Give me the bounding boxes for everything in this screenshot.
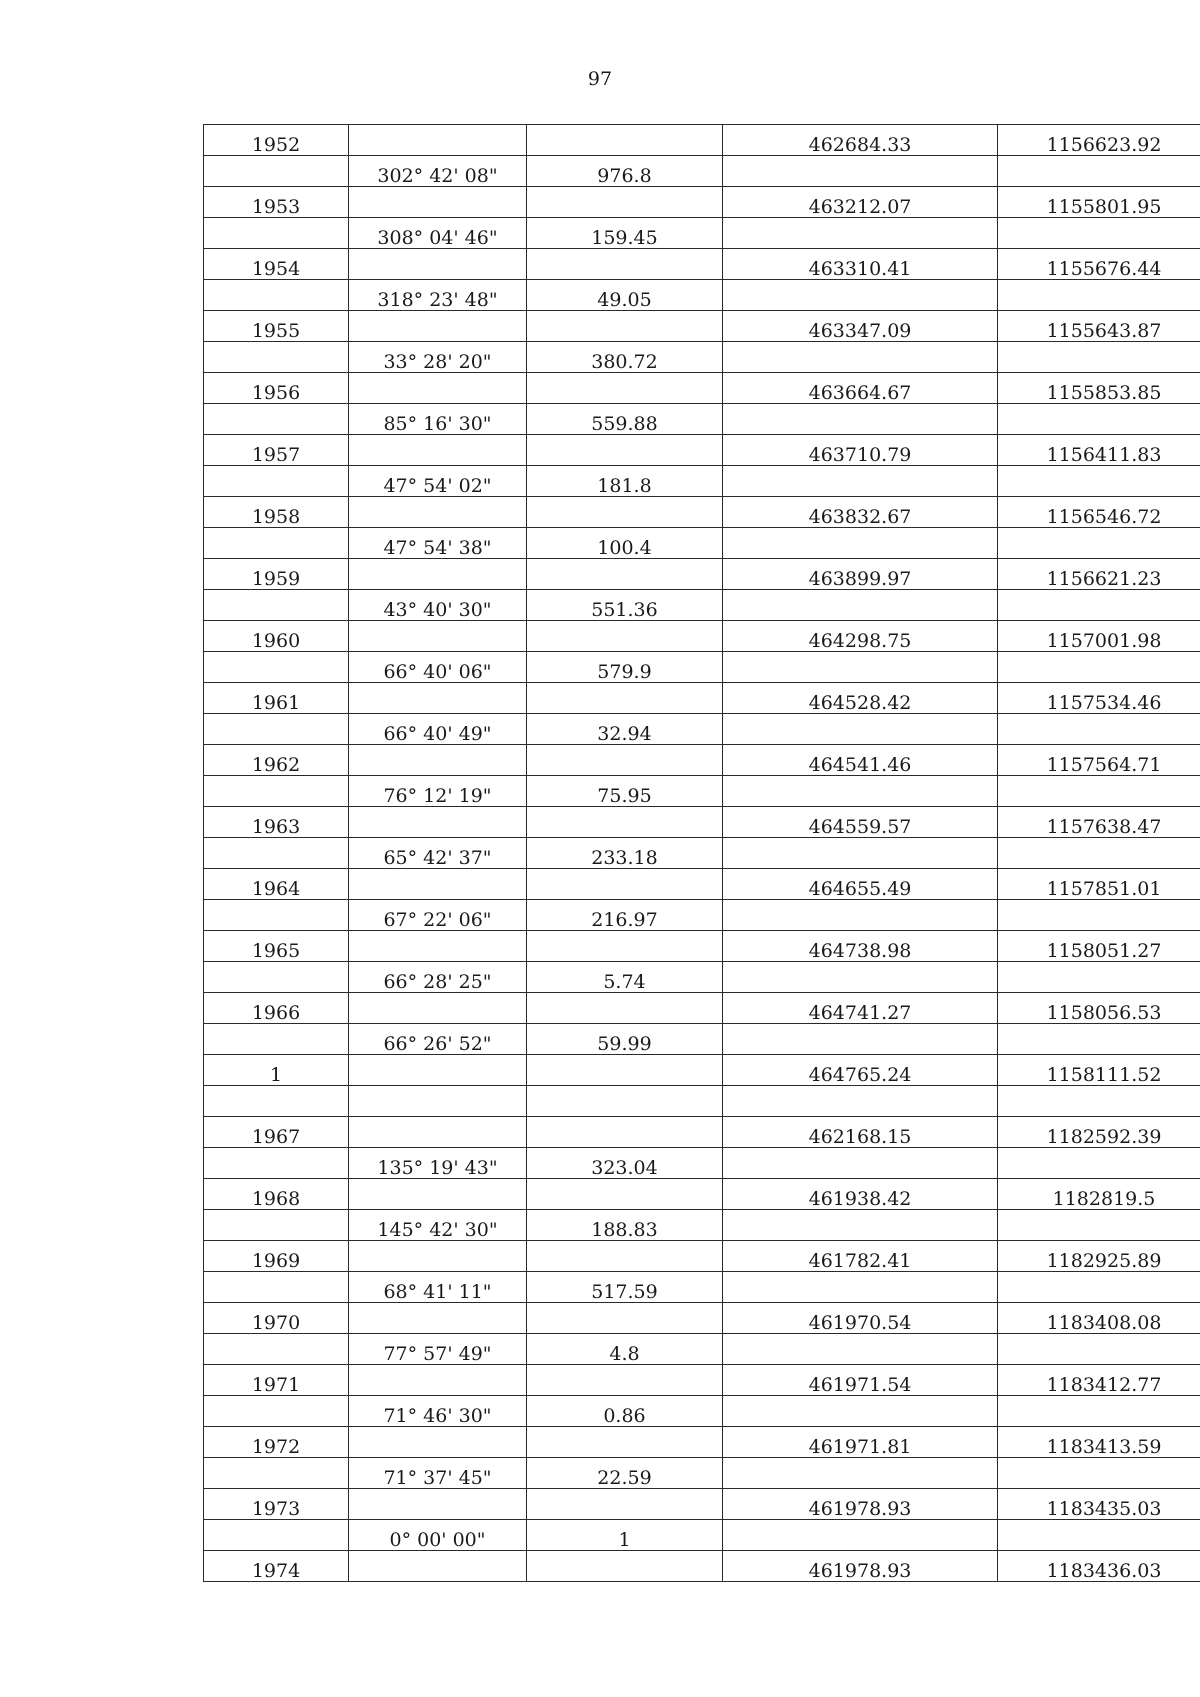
northing-cell: 463832.67 [723, 497, 998, 528]
bearing-cell: 43° 40' 30" [349, 590, 527, 621]
distance-cell: 5.74 [527, 962, 723, 993]
easting-cell: 1155676.44 [998, 249, 1200, 280]
table-row [204, 1427, 1200, 1458]
distance-cell: 75.95 [527, 776, 723, 807]
distance-cell: 159.45 [527, 218, 723, 249]
distance-cell: 579.9 [527, 652, 723, 683]
easting-cell: 1156411.83 [998, 435, 1200, 466]
easting-cell [998, 962, 1200, 993]
table-row [204, 807, 1200, 838]
distance-cell [527, 1179, 723, 1210]
bearing-cell: 302° 42' 08" [349, 156, 527, 187]
northing-cell: 464765.24 [723, 1055, 998, 1086]
bearing-cell: 135° 19' 43" [349, 1148, 527, 1179]
northing-cell: 461971.81 [723, 1427, 998, 1458]
easting-cell [998, 1458, 1200, 1489]
table-row [204, 1148, 1200, 1179]
distance-cell [527, 187, 723, 218]
table-row [204, 776, 1200, 807]
station-cell [204, 1272, 349, 1303]
station-cell [204, 962, 349, 993]
table-row [204, 280, 1200, 311]
distance-cell [527, 435, 723, 466]
bearing-cell: 318° 23' 48" [349, 280, 527, 311]
bearing-cell: 47° 54' 38" [349, 528, 527, 559]
northing-cell: 464655.49 [723, 869, 998, 900]
bearing-cell: 77° 57' 49" [349, 1334, 527, 1365]
table-row [204, 745, 1200, 776]
station-cell: 1971 [204, 1365, 349, 1396]
easting-cell: 1158051.27 [998, 931, 1200, 962]
northing-cell [723, 1148, 998, 1179]
northing-cell [723, 714, 998, 745]
station-cell [204, 838, 349, 869]
northing-cell [723, 652, 998, 683]
bearing-cell: 67° 22' 06" [349, 900, 527, 931]
easting-cell [998, 404, 1200, 435]
northing-cell: 463310.41 [723, 249, 998, 280]
bearing-cell: 76° 12' 19" [349, 776, 527, 807]
bearing-cell [349, 1303, 527, 1334]
bearing-cell [349, 807, 527, 838]
northing-cell [723, 1024, 998, 1055]
station-cell [204, 156, 349, 187]
northing-cell [723, 838, 998, 869]
table-row [204, 1334, 1200, 1365]
station-cell: 1961 [204, 683, 349, 714]
table-row [204, 125, 1200, 156]
bearing-cell: 33° 28' 20" [349, 342, 527, 373]
table-row [204, 435, 1200, 466]
easting-cell [998, 590, 1200, 621]
distance-cell [527, 1055, 723, 1086]
easting-cell [998, 652, 1200, 683]
northing-cell: 464559.57 [723, 807, 998, 838]
station-cell: 1 [204, 1055, 349, 1086]
easting-cell [998, 528, 1200, 559]
northing-cell: 461978.93 [723, 1489, 998, 1520]
table-row [204, 342, 1200, 373]
bearing-cell [349, 1241, 527, 1272]
station-cell [204, 652, 349, 683]
table-row [204, 621, 1200, 652]
table-row [204, 559, 1200, 590]
distance-cell [527, 1489, 723, 1520]
station-cell: 1955 [204, 311, 349, 342]
bearing-cell [349, 869, 527, 900]
table-row [204, 1520, 1200, 1551]
distance-cell [527, 311, 723, 342]
distance-cell: 551.36 [527, 590, 723, 621]
easting-cell [998, 714, 1200, 745]
northing-cell [723, 1210, 998, 1241]
bearing-cell [349, 621, 527, 652]
easting-cell [998, 218, 1200, 249]
northing-cell [723, 342, 998, 373]
northing-cell [723, 1272, 998, 1303]
easting-cell: 1156546.72 [998, 497, 1200, 528]
distance-cell: 380.72 [527, 342, 723, 373]
northing-cell: 461971.54 [723, 1365, 998, 1396]
bearing-cell: 71° 46' 30" [349, 1396, 527, 1427]
northing-cell [723, 404, 998, 435]
easting-cell [998, 1520, 1200, 1551]
distance-cell [527, 931, 723, 962]
table-row [204, 683, 1200, 714]
station-cell: 1958 [204, 497, 349, 528]
easting-cell [998, 342, 1200, 373]
easting-cell: 1155853.85 [998, 373, 1200, 404]
table-row [204, 218, 1200, 249]
station-cell [204, 1148, 349, 1179]
bearing-cell [349, 311, 527, 342]
northing-cell [723, 776, 998, 807]
distance-cell: 181.8 [527, 466, 723, 497]
northing-cell [723, 1520, 998, 1551]
bearing-cell [349, 125, 527, 156]
northing-cell [723, 156, 998, 187]
station-cell: 1953 [204, 187, 349, 218]
table-row [204, 714, 1200, 745]
easting-cell: 1182819.5 [998, 1179, 1200, 1210]
easting-cell [998, 838, 1200, 869]
easting-cell: 1182925.89 [998, 1241, 1200, 1272]
distance-cell: 100.4 [527, 528, 723, 559]
distance-cell: 976.8 [527, 156, 723, 187]
distance-cell [527, 807, 723, 838]
station-cell [204, 1458, 349, 1489]
station-cell [204, 776, 349, 807]
distance-cell: 216.97 [527, 900, 723, 931]
distance-cell: 559.88 [527, 404, 723, 435]
distance-cell [527, 1117, 723, 1148]
bearing-cell: 47° 54' 02" [349, 466, 527, 497]
distance-cell: 49.05 [527, 280, 723, 311]
northing-cell: 464298.75 [723, 621, 998, 652]
station-cell [204, 1210, 349, 1241]
bearing-cell [349, 1551, 527, 1582]
bearing-cell: 66° 40' 49" [349, 714, 527, 745]
station-cell [204, 1086, 349, 1117]
easting-cell [998, 1334, 1200, 1365]
easting-cell: 1155801.95 [998, 187, 1200, 218]
northing-cell [723, 1396, 998, 1427]
easting-cell: 1183408.08 [998, 1303, 1200, 1334]
northing-cell: 461938.42 [723, 1179, 998, 1210]
distance-cell [527, 993, 723, 1024]
table-row [204, 1365, 1200, 1396]
table-row [204, 373, 1200, 404]
distance-cell: 1 [527, 1520, 723, 1551]
table-row [204, 1303, 1200, 1334]
bearing-cell [349, 683, 527, 714]
table-row [204, 1024, 1200, 1055]
station-cell [204, 1520, 349, 1551]
distance-cell [527, 125, 723, 156]
easting-cell: 1157851.01 [998, 869, 1200, 900]
table-row [204, 156, 1200, 187]
station-cell: 1964 [204, 869, 349, 900]
northing-cell: 463899.97 [723, 559, 998, 590]
bearing-cell [349, 1179, 527, 1210]
easting-cell: 1157534.46 [998, 683, 1200, 714]
distance-cell: 517.59 [527, 1272, 723, 1303]
station-cell: 1956 [204, 373, 349, 404]
easting-cell: 1157638.47 [998, 807, 1200, 838]
table-row [204, 497, 1200, 528]
table-row [204, 1210, 1200, 1241]
distance-cell: 22.59 [527, 1458, 723, 1489]
easting-cell [998, 1086, 1200, 1117]
northing-cell: 464741.27 [723, 993, 998, 1024]
easting-cell: 1158111.52 [998, 1055, 1200, 1086]
distance-cell: 4.8 [527, 1334, 723, 1365]
table-row [204, 1179, 1200, 1210]
bearing-cell [349, 497, 527, 528]
station-cell [204, 1024, 349, 1055]
easting-cell: 1156623.92 [998, 125, 1200, 156]
bearing-cell [349, 1427, 527, 1458]
easting-cell: 1183412.77 [998, 1365, 1200, 1396]
bearing-cell: 145° 42' 30" [349, 1210, 527, 1241]
bearing-cell: 85° 16' 30" [349, 404, 527, 435]
bearing-cell: 66° 28' 25" [349, 962, 527, 993]
station-cell [204, 900, 349, 931]
northing-cell [723, 900, 998, 931]
northing-cell [723, 962, 998, 993]
table-row [204, 1396, 1200, 1427]
easting-cell [998, 156, 1200, 187]
easting-cell [998, 280, 1200, 311]
bearing-cell: 68° 41' 11" [349, 1272, 527, 1303]
station-cell [204, 1396, 349, 1427]
easting-cell: 1157001.98 [998, 621, 1200, 652]
easting-cell [998, 1148, 1200, 1179]
northing-cell: 464541.46 [723, 745, 998, 776]
distance-cell [527, 683, 723, 714]
table-row [204, 590, 1200, 621]
table-row [204, 528, 1200, 559]
station-cell [204, 280, 349, 311]
table-row [204, 962, 1200, 993]
northing-cell [723, 528, 998, 559]
easting-cell: 1157564.71 [998, 745, 1200, 776]
distance-cell [527, 559, 723, 590]
station-cell: 1972 [204, 1427, 349, 1458]
table-row [204, 931, 1200, 962]
table-row [204, 652, 1200, 683]
northing-cell: 464738.98 [723, 931, 998, 962]
easting-cell [998, 1210, 1200, 1241]
northing-cell: 461970.54 [723, 1303, 998, 1334]
bearing-cell [349, 993, 527, 1024]
distance-cell [527, 373, 723, 404]
station-cell: 1974 [204, 1551, 349, 1582]
station-cell [204, 714, 349, 745]
table-row [204, 1458, 1200, 1489]
distance-cell [527, 1241, 723, 1272]
bearing-cell [349, 435, 527, 466]
easting-cell: 1158056.53 [998, 993, 1200, 1024]
station-cell: 1969 [204, 1241, 349, 1272]
northing-cell: 462168.15 [723, 1117, 998, 1148]
station-cell [204, 528, 349, 559]
northing-cell: 463347.09 [723, 311, 998, 342]
bearing-cell: 308° 04' 46" [349, 218, 527, 249]
table-row [204, 869, 1200, 900]
distance-cell [527, 621, 723, 652]
bearing-cell [349, 1489, 527, 1520]
table-row [204, 1241, 1200, 1272]
easting-cell: 1182592.39 [998, 1117, 1200, 1148]
bearing-cell [349, 559, 527, 590]
bearing-cell: 71° 37' 45" [349, 1458, 527, 1489]
northing-cell: 463710.79 [723, 435, 998, 466]
distance-cell: 32.94 [527, 714, 723, 745]
table-row [204, 993, 1200, 1024]
table-row [204, 1086, 1200, 1117]
distance-cell [527, 249, 723, 280]
station-cell: 1967 [204, 1117, 349, 1148]
bearing-cell [349, 249, 527, 280]
easting-cell [998, 466, 1200, 497]
station-cell: 1962 [204, 745, 349, 776]
table-row [204, 311, 1200, 342]
table-row [204, 187, 1200, 218]
coordinate-table [203, 124, 1200, 1582]
distance-cell [527, 869, 723, 900]
bearing-cell [349, 187, 527, 218]
distance-cell: 59.99 [527, 1024, 723, 1055]
station-cell: 1960 [204, 621, 349, 652]
northing-cell [723, 218, 998, 249]
distance-cell [527, 1086, 723, 1117]
bearing-cell: 0° 00' 00" [349, 1520, 527, 1551]
distance-cell [527, 1303, 723, 1334]
northing-cell [723, 280, 998, 311]
station-cell: 1970 [204, 1303, 349, 1334]
easting-cell [998, 776, 1200, 807]
northing-cell [723, 1334, 998, 1365]
northing-cell: 464528.42 [723, 683, 998, 714]
northing-cell: 461978.93 [723, 1551, 998, 1582]
station-cell [204, 466, 349, 497]
table-row [204, 1117, 1200, 1148]
bearing-cell [349, 373, 527, 404]
station-cell [204, 404, 349, 435]
easting-cell [998, 900, 1200, 931]
bearing-cell: 66° 40' 06" [349, 652, 527, 683]
station-cell [204, 1334, 349, 1365]
easting-cell: 1156621.23 [998, 559, 1200, 590]
northing-cell [723, 1086, 998, 1117]
table-body [204, 125, 1200, 1582]
northing-cell: 463212.07 [723, 187, 998, 218]
easting-cell: 1155643.87 [998, 311, 1200, 342]
station-cell: 1954 [204, 249, 349, 280]
easting-cell: 1183436.03 [998, 1551, 1200, 1582]
bearing-cell [349, 1055, 527, 1086]
northing-cell: 461782.41 [723, 1241, 998, 1272]
distance-cell: 188.83 [527, 1210, 723, 1241]
station-cell: 1952 [204, 125, 349, 156]
distance-cell [527, 1551, 723, 1582]
station-cell: 1973 [204, 1489, 349, 1520]
station-cell: 1957 [204, 435, 349, 466]
northing-cell: 463664.67 [723, 373, 998, 404]
table-row [204, 838, 1200, 869]
northing-cell [723, 1458, 998, 1489]
distance-cell [527, 745, 723, 776]
easting-cell: 1183413.59 [998, 1427, 1200, 1458]
page-number: 97 [587, 68, 613, 90]
station-cell: 1968 [204, 1179, 349, 1210]
distance-cell [527, 1427, 723, 1458]
distance-cell [527, 1365, 723, 1396]
distance-cell [527, 497, 723, 528]
bearing-cell: 66° 26' 52" [349, 1024, 527, 1055]
distance-cell: 0.86 [527, 1396, 723, 1427]
bearing-cell [349, 931, 527, 962]
northing-cell [723, 590, 998, 621]
distance-cell: 323.04 [527, 1148, 723, 1179]
northing-cell: 462684.33 [723, 125, 998, 156]
station-cell: 1966 [204, 993, 349, 1024]
distance-cell: 233.18 [527, 838, 723, 869]
easting-cell [998, 1272, 1200, 1303]
easting-cell [998, 1024, 1200, 1055]
table-row [204, 1551, 1200, 1582]
northing-cell [723, 466, 998, 497]
easting-cell: 1183435.03 [998, 1489, 1200, 1520]
station-cell [204, 218, 349, 249]
bearing-cell [349, 745, 527, 776]
station-cell: 1959 [204, 559, 349, 590]
bearing-cell: 65° 42' 37" [349, 838, 527, 869]
table-row [204, 404, 1200, 435]
easting-cell [998, 1396, 1200, 1427]
bearing-cell [349, 1365, 527, 1396]
station-cell [204, 342, 349, 373]
station-cell: 1963 [204, 807, 349, 838]
table-row [204, 249, 1200, 280]
table-row [204, 1272, 1200, 1303]
station-cell [204, 590, 349, 621]
table-row [204, 466, 1200, 497]
bearing-cell [349, 1086, 527, 1117]
table-row [204, 1489, 1200, 1520]
table-row [204, 900, 1200, 931]
table-row [204, 1055, 1200, 1086]
station-cell: 1965 [204, 931, 349, 962]
bearing-cell [349, 1117, 527, 1148]
